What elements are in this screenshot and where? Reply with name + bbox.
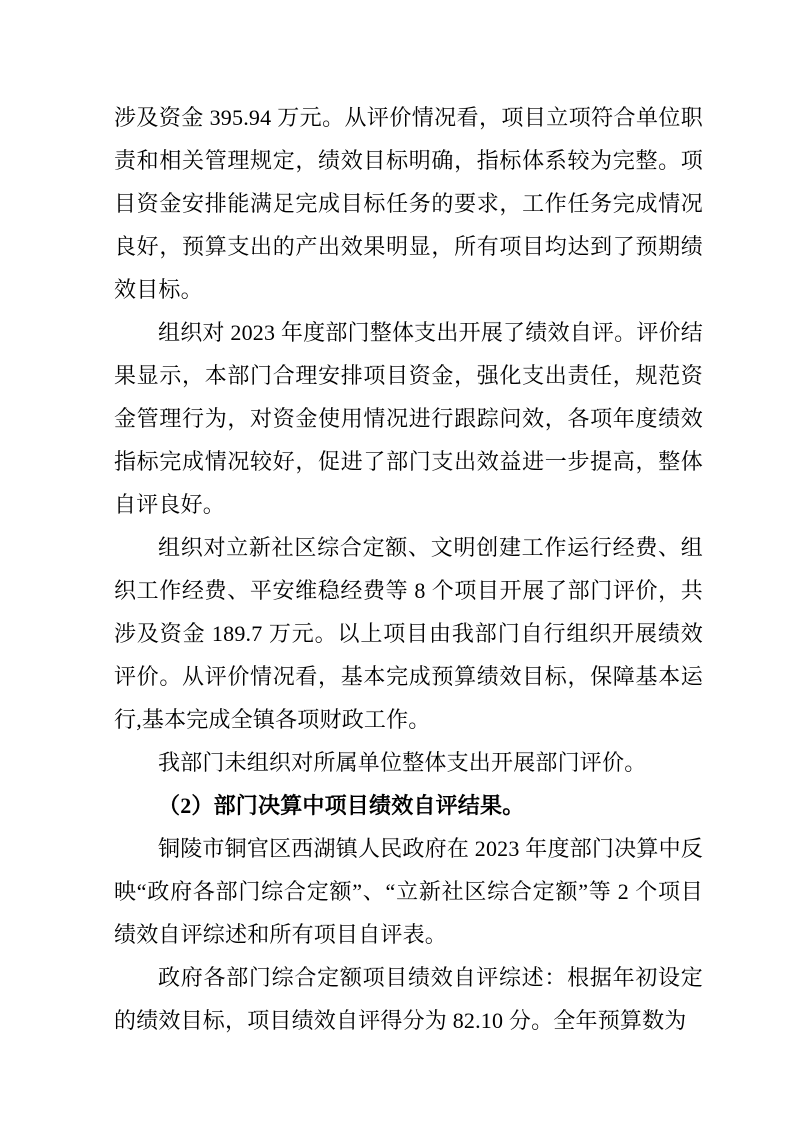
paragraph: 涉及资金 395.94 万元。从评价情况看，项目立项符合单位职责和相关管理规定，绩效目标明确，指标体系较为完整。项目资金安排能满足完成目标任务的要求，工作任务完成情况良好，预算支出的产出效果明显，所有项目均达到了预期绩效目标。 — [114, 105, 703, 302]
paragraph: 我部门未组织对所属单位整体支出开展部门评价。 — [158, 750, 647, 775]
document-body — [114, 96, 703, 1042]
section-heading: （2）部门决算中项目绩效自评结果。 — [158, 793, 525, 818]
paragraph: 组织对 2023 年度部门整体支出开展了绩效自评。评价结果显示，本部门合理安排项目资金，强化支出责任，规范资金管理行为，对资金使用情况进行跟踪问效，各项年度绩效指标完成情况较好，促进了部门支出效益进一步提高，整体自评良好。 — [114, 320, 703, 517]
paragraph: 组织对立新社区综合定额、文明创建工作运行经费、组织工作经费、平安维稳经费等 8 个项目开展了部门评价，共涉及资金 189.7 万元。以上项目由我部门自行组织开展绩效评价。从评价情况看，基本完成预算绩效目标，保障基本运行,基本完成全镇各项财政工作。 — [114, 535, 703, 732]
paragraph: 政府各部门综合定额项目绩效自评综述：根据年初设定的绩效目标，项目绩效自评得分为 82.10 分。全年预算数为 — [114, 965, 703, 1033]
paragraph: 铜陵市铜官区西湖镇人民政府在 2023 年度部门决算中反映“政府各部门综合定额”、“立新社区综合定额”等 2 个项目绩效自评综述和所有项目自评表。 — [114, 836, 703, 947]
